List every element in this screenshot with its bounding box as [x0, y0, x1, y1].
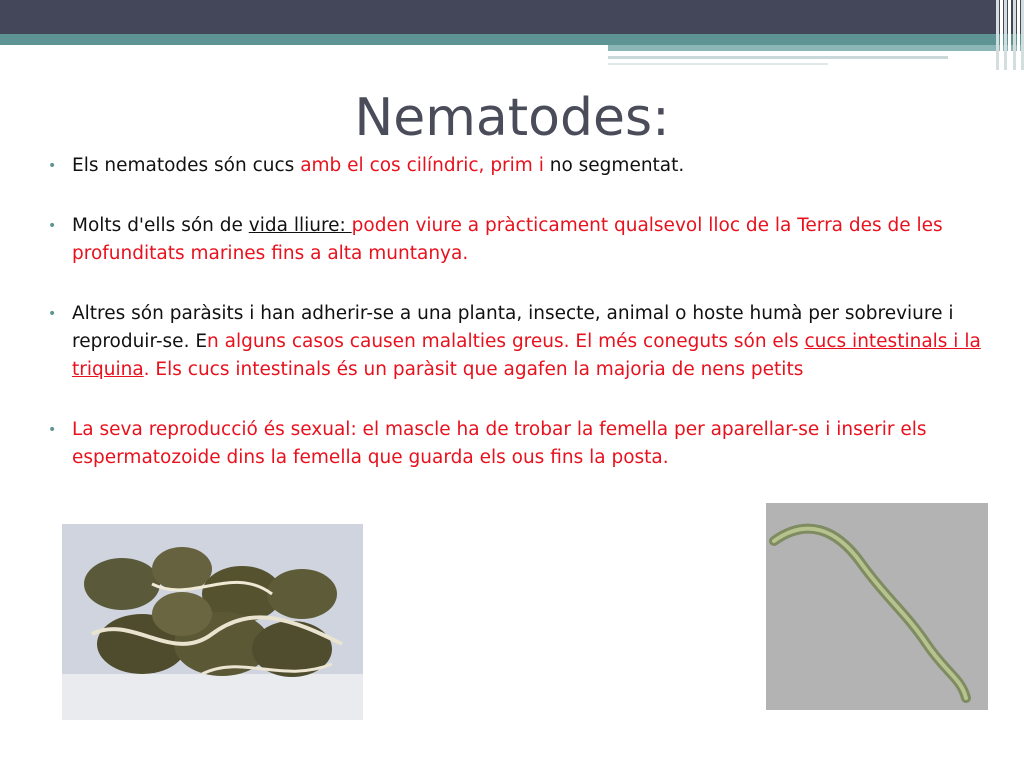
bullet-dot-icon: •	[48, 158, 57, 174]
bullet-text: Molts d'ells són de	[72, 215, 249, 236]
bullet-dot-icon: •	[48, 422, 57, 438]
header-line	[608, 63, 828, 65]
header-line	[608, 56, 948, 59]
bullet-text-highlight-underlined: cucs intestinals i la triquina	[72, 331, 981, 380]
bullet-text: no segmentat.	[549, 155, 685, 176]
bullet-text: Els nematodes són cucs	[72, 155, 301, 176]
bullet-text: Altres són paràsits i han adherir-se a una planta, insecte, animal o hoste humà per sobreviure i reproduir-se. E	[72, 303, 954, 352]
bullet-item-free-living	[48, 212, 998, 268]
header-teal-band	[0, 34, 1024, 45]
bullet-item-reproduction	[48, 416, 998, 472]
bullet-dot-icon: •	[48, 306, 57, 322]
bullet-list	[48, 152, 998, 504]
bullet-item-parasites	[48, 300, 998, 384]
header-dark-bar	[0, 0, 1024, 34]
bullet-text-highlight: poden viure a pràcticament qualsevol lloc de la Terra des de les profunditats marines fins a alta muntanya.	[72, 215, 943, 264]
header-teal-accent	[608, 45, 1024, 51]
corner-stripes	[996, 0, 1024, 70]
bullet-text-underlined: vida lliure:	[248, 215, 352, 236]
slide-title: Nematodes:	[354, 88, 670, 148]
bullet-text-highlight: La seva reproducció és sexual: el mascle ha de trobar la femella per aparellar-se i inserir els espermatozoide dins la femella que guarda els ous fins la posta.	[72, 419, 927, 468]
intestinal-worms-photo	[62, 524, 363, 720]
nematode-microscope-photo	[766, 503, 988, 710]
bullet-text-highlight: amb el cos cilíndric, prim i	[300, 155, 550, 176]
bullet-item-body-shape	[48, 152, 998, 180]
bullet-dot-icon: •	[48, 218, 57, 234]
bullet-text-highlight: . Els cucs intestinals és un paràsit que agafen la majoria de nens petits	[143, 359, 804, 380]
bullet-text-highlight: n alguns casos causen malalties greus. El més coneguts són els	[207, 331, 805, 352]
